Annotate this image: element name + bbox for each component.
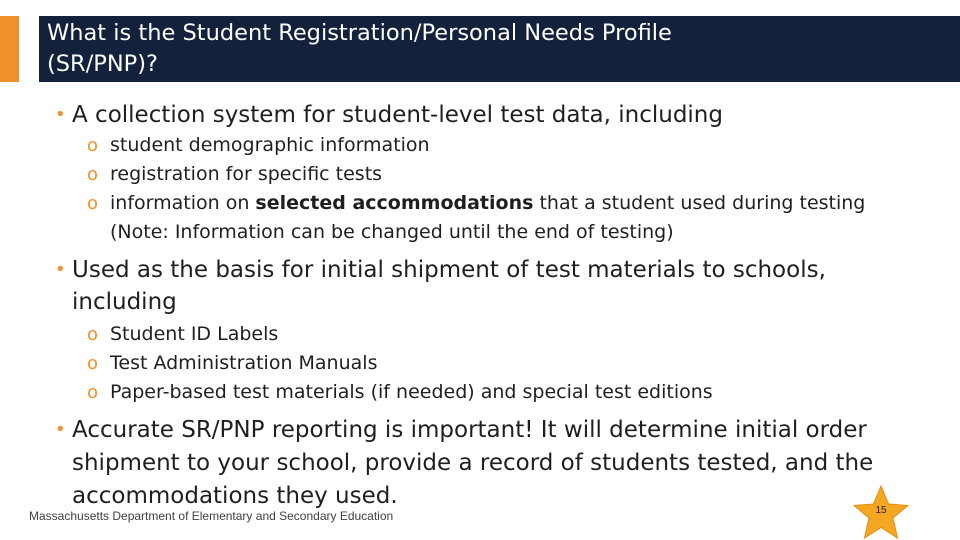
- bullet-2: [55, 254, 826, 286]
- bullet-3-line-3: accommodations they used.: [72, 483, 398, 509]
- bullet-2-line-2: including: [72, 289, 177, 315]
- bullet-1-text: A collection system for student-level test data, including: [72, 102, 723, 128]
- slide-title-line-1: What is the Student Registration/Personal Needs Profile: [47, 20, 672, 46]
- sub-bullet-1-2: [87, 160, 383, 189]
- sub-bullet-text: Paper-based test materials (if needed) and special test editions: [110, 381, 713, 403]
- sub-bullet-2-1: [87, 320, 279, 349]
- sub-bullet-text: Student ID Labels: [110, 323, 279, 345]
- sub-bullet-marker: o: [87, 193, 99, 214]
- sub-bullet-marker: o: [87, 324, 99, 345]
- bullet-3-line-1: Accurate SR/PNP reporting is important! It will determine initial order: [72, 417, 867, 443]
- sub-bullet-1-3: [87, 189, 866, 218]
- bullet-marker: •: [55, 104, 66, 125]
- sub-bullet-text: student demographic information: [110, 134, 430, 156]
- sub-bullet-text-post: that a student used during testing: [533, 192, 866, 214]
- page-number: 15: [875, 505, 887, 516]
- bullet-2-line-1: Used as the basis for initial shipment of test materials to schools,: [72, 257, 826, 283]
- sub-bullet-marker: o: [87, 135, 99, 156]
- bullet-3: [55, 414, 867, 446]
- bullet-marker: •: [55, 259, 66, 280]
- sub-bullet-2-2: [87, 349, 378, 378]
- sub-bullet-text: Test Administration Manuals: [110, 352, 378, 374]
- slide-title-line-2: (SR/PNP)?: [47, 51, 158, 77]
- sub-bullet-marker: o: [87, 164, 99, 185]
- sub-bullet-marker: o: [87, 382, 99, 403]
- sub-bullet-1-1: [87, 131, 430, 160]
- sub-bullet-text-pre: information on: [110, 192, 256, 214]
- sub-bullet-text-bold: selected accommodations: [255, 192, 534, 214]
- footer-text: Massachusetts Department of Elementary and Secondary Education: [29, 509, 394, 523]
- sub-bullet-text: registration for specific tests: [110, 163, 383, 185]
- bullet-1: [55, 99, 723, 131]
- sub-bullet-1-3-note: (Note: Information can be changed until the end of testing): [110, 221, 674, 243]
- sub-bullet-2-3: [87, 378, 713, 407]
- bullet-3-line-2: shipment to your school, provide a record of students tested, and the: [72, 450, 874, 476]
- sub-bullet-marker: o: [87, 353, 99, 374]
- bullet-marker: •: [55, 419, 66, 440]
